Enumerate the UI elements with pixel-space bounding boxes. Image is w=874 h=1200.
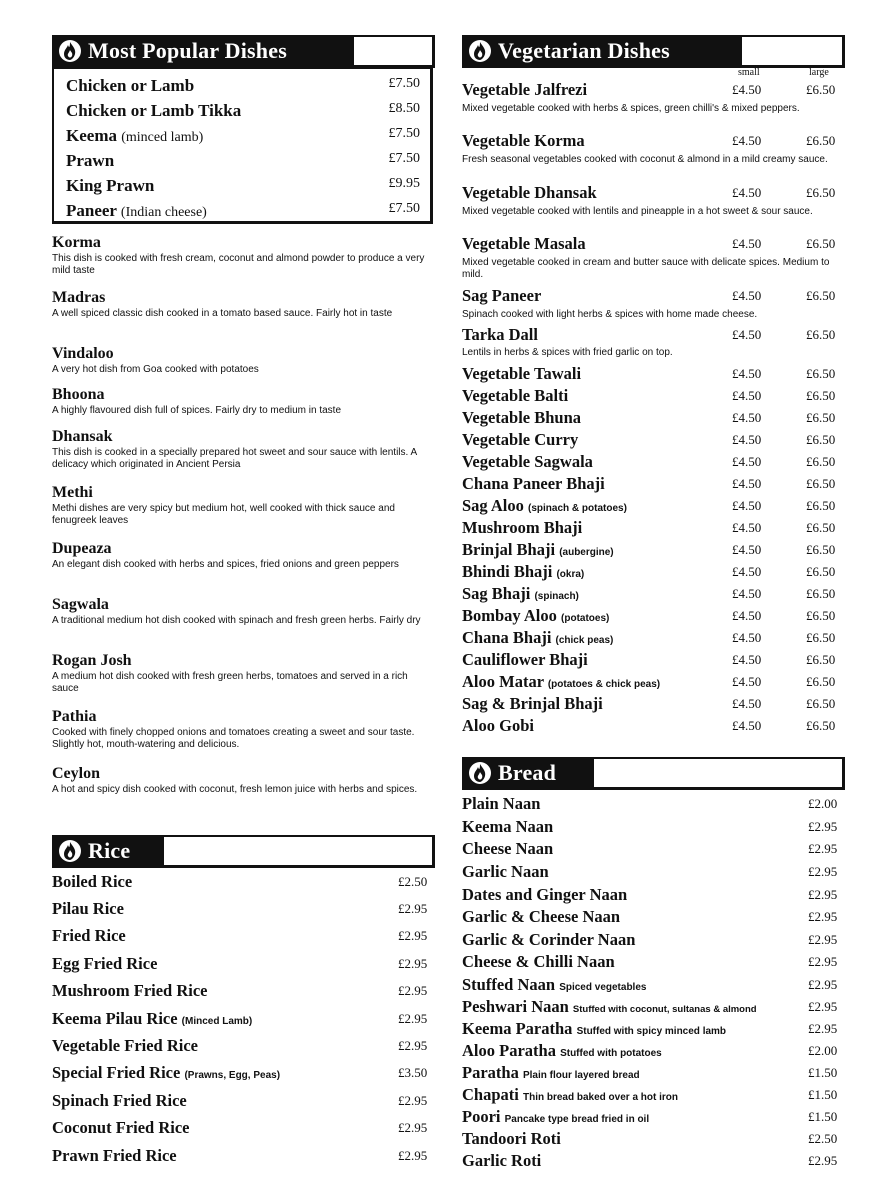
bread-row: Poori Pancake type bread fried in oil £1.50: [462, 1107, 838, 1126]
rice-row: Egg Fried Rice £2.95: [52, 954, 428, 973]
popular-header: [52, 35, 435, 68]
veg-row: Sag Paneer £4.50 £6.50: [462, 286, 836, 305]
curry-item: Rogan Josh A medium hot dish cooked with fresh green herbs, tomatoes and served in a rich sauce: [52, 652, 408, 694]
veg-row: Sag Aloo (spinach & potatoes) £4.50 £6.50: [462, 496, 836, 515]
veg-row: Vegetable Dhansak £4.50 £6.50: [462, 183, 836, 202]
popular-row: Keema (minced lamb) £7.50: [66, 126, 420, 145]
veg-row: Tarka Dall £4.50 £6.50: [462, 325, 836, 344]
veg-title: Vegetarian Dishes: [498, 38, 670, 63]
veg-desc: Mixed vegetable cooked with herbs & spices, green chilli's & mixed peppers.: [462, 103, 800, 114]
bread-row: Chapati Thin bread baked over a hot iron £1.50: [462, 1085, 838, 1104]
popular-row: Paneer (Indian cheese) £7.50: [66, 201, 420, 220]
rice-row: Keema Pilau Rice (Minced Lamb) £2.95: [52, 1009, 428, 1028]
bread-row: Cheese Naan £2.95: [462, 839, 838, 858]
veg-row: Bombay Aloo (potatoes) £4.50 £6.50: [462, 606, 836, 625]
veg-row: Vegetable Masala £4.50 £6.50: [462, 234, 836, 253]
veg-desc: Fresh seasonal vegetables cooked with coconut & almond in a mild creamy sauce.: [462, 154, 828, 165]
veg-row: Bhindi Bhaji (okra) £4.50 £6.50: [462, 562, 836, 581]
bread-row: Garlic & Cheese Naan £2.95: [462, 907, 838, 926]
bread-row: Tandoori Roti £2.50: [462, 1129, 838, 1148]
veg-row: Aloo Gobi £4.50 £6.50: [462, 716, 836, 735]
rice-title: Rice: [88, 838, 131, 863]
veg-row: Mushroom Bhaji £4.50 £6.50: [462, 518, 836, 537]
rice-row: Prawn Fried Rice £2.95: [52, 1146, 428, 1165]
veg-header: [462, 35, 845, 68]
small-label: small: [738, 67, 760, 78]
veg-row: Chana Paneer Bhaji £4.50 £6.50: [462, 474, 836, 493]
flame-icon: [58, 39, 82, 63]
flame-icon: [468, 761, 492, 785]
bread-row: Garlic Naan £2.95: [462, 862, 838, 881]
bread-row: Garlic Roti £2.95: [462, 1151, 838, 1170]
veg-row: Aloo Matar (potatoes & chick peas) £4.50 £6.50: [462, 672, 836, 691]
veg-row: Vegetable Balti £4.50 £6.50: [462, 386, 836, 405]
curry-item: Ceylon A hot and spicy dish cooked with coconut, fresh lemon juice with herbs and spices.: [52, 765, 418, 795]
bread-header: [462, 757, 845, 790]
rice-row: Vegetable Fried Rice £2.95: [52, 1036, 428, 1055]
veg-row: Vegetable Jalfrezi £4.50 £6.50: [462, 80, 836, 99]
veg-row: Cauliflower Bhaji £4.50 £6.50: [462, 650, 836, 669]
veg-row: Vegetable Curry £4.50 £6.50: [462, 430, 836, 449]
rice-row: Fried Rice £2.95: [52, 926, 428, 945]
rice-row: Special Fried Rice (Prawns, Egg, Peas) £3.50: [52, 1063, 428, 1082]
rice-row: Pilau Rice £2.95: [52, 899, 428, 918]
veg-desc: Spinach cooked with light herbs & spices with home made cheese.: [462, 309, 758, 320]
veg-row: Vegetable Tawali £4.50 £6.50: [462, 364, 836, 383]
bread-row: Keema Paratha Stuffed with spicy minced lamb £2.95: [462, 1019, 838, 1038]
veg-row: Vegetable Sagwala £4.50 £6.50: [462, 452, 836, 471]
rice-row: Spinach Fried Rice £2.95: [52, 1091, 428, 1110]
popular-row: Chicken or Lamb Tikka £8.50: [66, 101, 420, 120]
rice-header: [52, 835, 435, 868]
bread-row: Aloo Paratha Stuffed with potatoes £2.00: [462, 1041, 838, 1060]
bread-row: Cheese & Chilli Naan £2.95: [462, 952, 838, 971]
curry-item: Dhansak This dish is cooked in a specially prepared hot sweet and sour sauce with lentils. A delicacy which originated in Ancient Persia: [52, 428, 417, 470]
veg-row: Vegetable Korma £4.50 £6.50: [462, 131, 836, 150]
rice-row: Coconut Fried Rice £2.95: [52, 1118, 428, 1137]
large-label: large: [809, 67, 829, 78]
curry-item: Methi Methi dishes are very spicy but medium hot, well cooked with thick sauce and fenugreek leaves: [52, 484, 395, 526]
veg-desc: Mixed vegetable cooked with lentils and pineapple in a hot sweet & sour sauce.: [462, 206, 813, 217]
flame-icon: [468, 39, 492, 63]
popular-title: Most Popular Dishes: [88, 38, 287, 63]
popular-box: [52, 67, 433, 224]
curry-item: Madras A well spiced classic dish cooked in a tomato based sauce. Fairly hot in taste: [52, 289, 393, 319]
veg-desc: Lentils in herbs & spices with fried garlic on top.: [462, 347, 673, 358]
veg-row: Sag Bhaji (spinach) £4.50 £6.50: [462, 584, 836, 603]
veg-row: Brinjal Bhaji (aubergine) £4.50 £6.50: [462, 540, 836, 559]
bread-row: Stuffed Naan Spiced vegetables £2.95: [462, 975, 838, 994]
curry-item: Vindaloo A very hot dish from Goa cooked with potatoes: [52, 345, 259, 375]
bread-row: Plain Naan £2.00: [462, 794, 838, 813]
curry-item: Dupeaza An elegant dish cooked with herbs and spices, fried onions and green peppers: [52, 540, 399, 570]
popular-row: Chicken or Lamb £7.50: [66, 76, 420, 95]
bread-row: Garlic & Corinder Naan £2.95: [462, 930, 838, 949]
curry-item: Pathia Cooked with finely chopped onions and tomatoes creating a sweet and sour taste. Slightly hot, mouth-watering and delicious.: [52, 708, 415, 750]
curry-item: Korma This dish is cooked with fresh cream, coconut and almond powder to produce a very mild taste: [52, 234, 425, 276]
bread-title: Bread: [498, 760, 557, 785]
popular-row: Prawn £7.50: [66, 151, 420, 170]
curry-item: Sagwala A traditional medium hot dish cooked with spinach and fresh green herbs. Fairly dry: [52, 596, 421, 626]
veg-desc: Mixed vegetable cooked in cream and butter sauce with delicate spices. Medium to mild.: [462, 257, 830, 280]
flame-icon: [58, 839, 82, 863]
popular-row: King Prawn £9.95: [66, 176, 420, 195]
veg-row: Vegetable Bhuna £4.50 £6.50: [462, 408, 836, 427]
veg-row: Sag & Brinjal Bhaji £4.50 £6.50: [462, 694, 836, 713]
bread-row: Keema Naan £2.95: [462, 817, 838, 836]
bread-row: Paratha Plain flour layered bread £1.50: [462, 1063, 838, 1082]
rice-row: Mushroom Fried Rice £2.95: [52, 981, 428, 1000]
rice-row: Boiled Rice £2.50: [52, 872, 428, 891]
bread-row: Peshwari Naan Stuffed with coconut, sultanas & almond £2.95: [462, 997, 838, 1016]
veg-row: Chana Bhaji (chick peas) £4.50 £6.50: [462, 628, 836, 647]
curry-item: Bhoona A highly flavoured dish full of spices. Fairly dry to medium in taste: [52, 386, 342, 416]
bread-row: Dates and Ginger Naan £2.95: [462, 885, 838, 904]
